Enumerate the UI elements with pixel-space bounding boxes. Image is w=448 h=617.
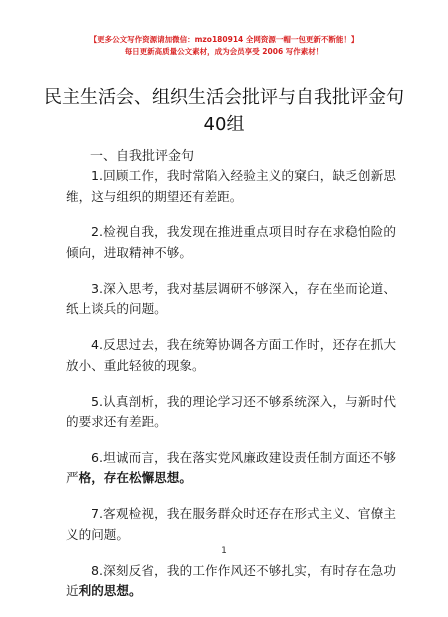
quote-item-2: [66, 222, 396, 263]
quote-text: 7.客观检视，我在服务群众时还存在形式主义、官僚主义的问题。: [66, 506, 396, 542]
quote-text: 8.深刻反省，我的工作作风还不够扎实，有时存在急功近: [66, 562, 396, 599]
quote-item-3: [66, 279, 396, 320]
promo-banner: [0, 34, 448, 58]
quote-text: 5.认真剖析，我的理论学习还不够系统深入，与新时代的要求还有差距。: [66, 393, 396, 430]
page-number: 1: [221, 546, 227, 556]
quote-item-7: [66, 504, 396, 545]
quote-item-5: [66, 392, 396, 433]
quote-bold-text: 利的思想。: [78, 583, 142, 599]
promo-banner-line-2: 每日更新高质量公文素材，成为会员享受 2006 写作素材！: [124, 47, 324, 56]
section-heading: 一、自我批评金句: [90, 149, 195, 164]
quote-item-4: [66, 335, 396, 376]
document-title: 民主生活会、组织生活会批评与自我批评金句40组: [44, 87, 404, 135]
quote-item-8: [66, 561, 396, 602]
quote-item-1: [66, 166, 396, 207]
quote-text: 3.深入思考，我对基层调研不够深入，存在坐而论道、纸上谈兵的问题。: [66, 280, 396, 317]
quote-text: 6.坦诚而言，我在落实党风廉政建设责任制方面还不够严: [66, 449, 396, 486]
quote-item-6: [66, 448, 396, 489]
quote-bold-text: 格，存在松懈思想。: [78, 470, 192, 486]
quote-text: 2.检视自我，我发现在推进重点项目时存在求稳怕险的倾向，进取精神不够。: [66, 224, 396, 260]
promo-banner-line-1: 【更多公文写作资源请加微信：mzo180914 全网资源一帽一包更新不断能！】: [89, 35, 359, 44]
quote-text: 4.反思过去，我在统筹协调各方面工作时，还存在抓大放小、重此轻彼的现象。: [66, 337, 396, 373]
quote-text: 1.回顾工作，我时常陷入经验主义的窠臼，缺乏创新思维，这与组织的期望还有差距。: [66, 168, 396, 204]
